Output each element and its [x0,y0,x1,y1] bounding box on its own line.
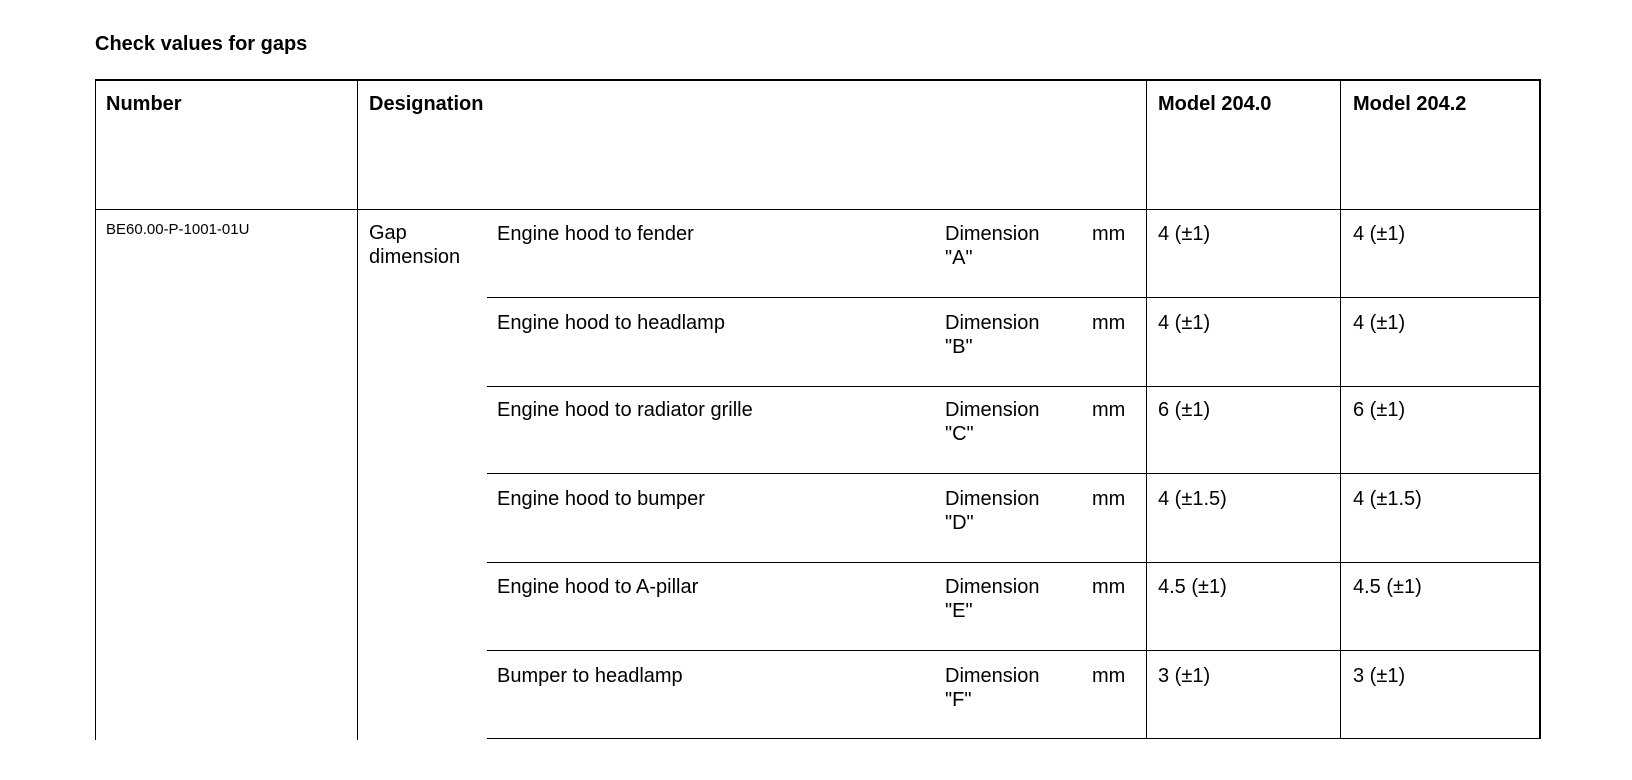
column-border [95,79,96,740]
row-divider [487,386,1541,387]
unit-label: mm [1092,488,1126,510]
row-divider [487,297,1541,298]
unit-label: mm [1092,576,1126,598]
dimension-letter: "E" [945,600,973,622]
value-model-204-2: 4 (±1) [1353,223,1406,245]
dimension-word: Dimension [945,665,1040,687]
column-border [1340,79,1341,739]
document-number: BE60.00-P-1001-01U [106,221,250,238]
gap-item-label: Engine hood to fender [497,223,694,245]
dimension-label [945,222,1039,270]
header-number: Number [106,93,182,115]
dimension-letter: "F" [945,689,972,711]
unit-label: mm [1092,399,1126,421]
unit-label: mm [1092,223,1126,245]
value-model-204-2: 4.5 (±1) [1353,576,1422,598]
dimension-label [945,575,1039,623]
value-model-204-2: 4 (±1) [1353,312,1406,334]
group-label [369,221,460,269]
gap-item-label: Engine hood to A-pillar [497,576,699,598]
dimension-letter: "D" [945,512,974,534]
group-label-line2: dimension [369,246,461,268]
header-model-204-0: Model 204.0 [1158,93,1272,115]
gap-item-label: Engine hood to headlamp [497,312,725,334]
row-divider [487,562,1541,563]
row-divider [487,650,1541,651]
table-top-border [95,79,1541,81]
dimension-word: Dimension [945,312,1040,334]
value-model-204-0: 4 (±1.5) [1158,488,1227,510]
value-model-204-2: 3 (±1) [1353,665,1406,687]
dimension-word: Dimension [945,488,1040,510]
column-border [1146,79,1147,739]
value-model-204-0: 3 (±1) [1158,665,1211,687]
dimension-label [945,311,1039,359]
page-title: Check values for gaps [95,33,308,55]
dimension-word: Dimension [945,399,1040,421]
dimension-letter: "C" [945,423,974,445]
column-border [1539,79,1541,739]
unit-label: mm [1092,665,1126,687]
gap-item-label: Engine hood to bumper [497,488,705,510]
group-label-line1: Gap [369,222,407,244]
dimension-label [945,664,1039,712]
unit-label: mm [1092,312,1126,334]
value-model-204-0: 4 (±1) [1158,312,1211,334]
header-designation: Designation [369,93,484,115]
gap-item-label: Bumper to headlamp [497,665,683,687]
header-bottom-border [95,209,1541,210]
dimension-label [945,487,1039,535]
header-model-204-2: Model 204.2 [1353,93,1467,115]
gap-item-label: Engine hood to radiator grille [497,399,753,421]
value-model-204-0: 4.5 (±1) [1158,576,1227,598]
dimension-letter: "B" [945,336,973,358]
value-model-204-0: 6 (±1) [1158,399,1211,421]
row-divider [487,738,1541,739]
dimension-word: Dimension [945,576,1040,598]
row-divider [487,473,1541,474]
value-model-204-2: 4 (±1.5) [1353,488,1422,510]
dimension-word: Dimension [945,223,1040,245]
value-model-204-2: 6 (±1) [1353,399,1406,421]
column-border [357,79,358,740]
value-model-204-0: 4 (±1) [1158,223,1211,245]
dimension-letter: "A" [945,247,973,269]
dimension-label [945,398,1039,446]
